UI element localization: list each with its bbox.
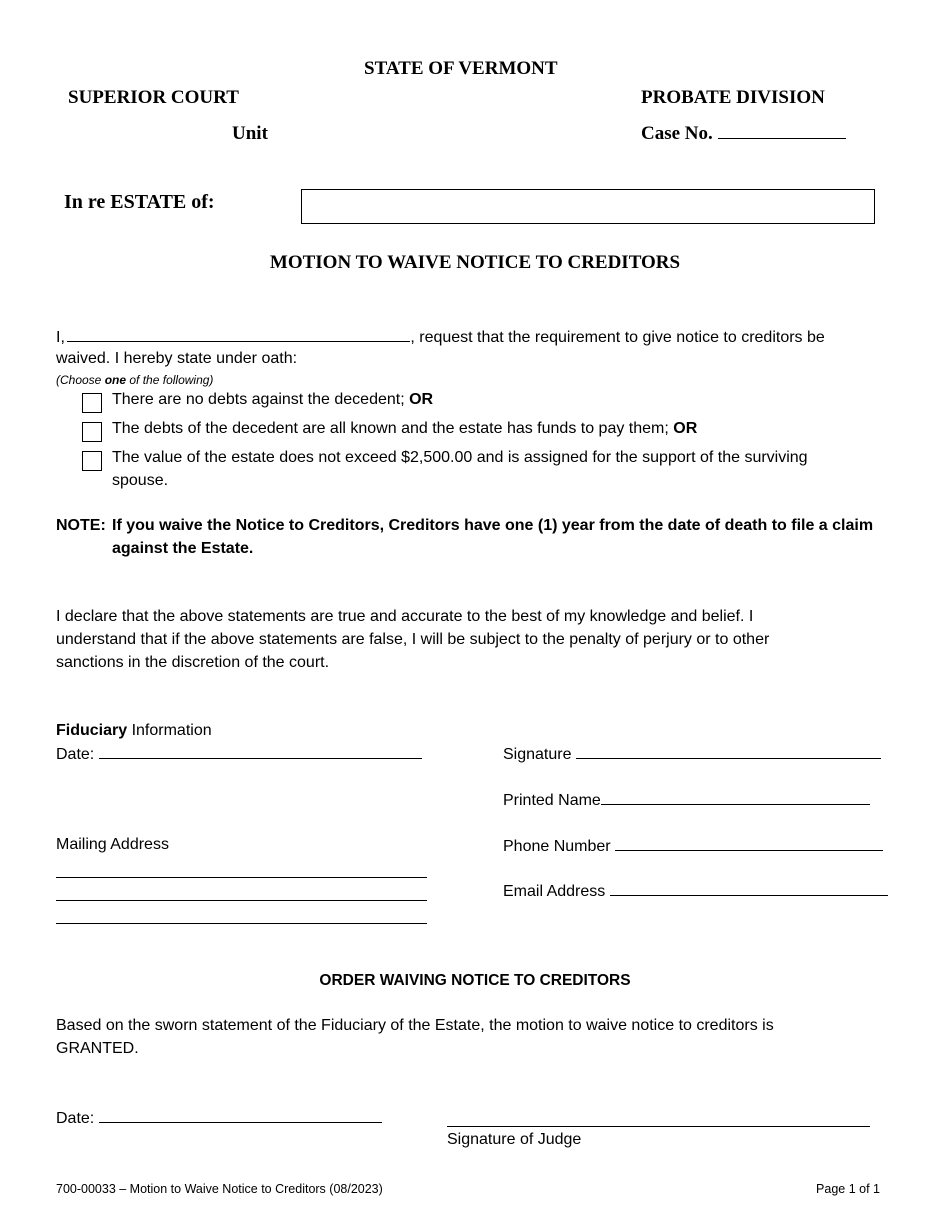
declaration-line-2: understand that if the above statements are false, I will be subject to the penalty of perjury or to other <box>56 631 770 648</box>
note-line-1: If you waive the Notice to Creditors, Creditors have one (1) year from the date of death to file a claim <box>112 517 874 534</box>
order-date <box>56 1108 382 1128</box>
printed-name <box>503 790 870 810</box>
case-number-label: Case No. <box>641 123 713 144</box>
state-heading: STATE OF VERMONT <box>364 58 558 79</box>
case-number-field[interactable] <box>718 124 846 139</box>
option-3-checkbox[interactable] <box>82 451 102 471</box>
email-address <box>503 881 888 901</box>
mailing-address-line-2[interactable] <box>56 885 427 901</box>
fiduciary-signature <box>503 744 881 764</box>
request-line-2: waived. I hereby state under oath: <box>56 350 298 367</box>
division-heading: PROBATE DIVISION <box>641 87 825 108</box>
printed-name-label: Printed Name <box>503 792 601 809</box>
request-line-1 <box>56 327 825 347</box>
phone-number-field[interactable] <box>615 836 883 851</box>
court-heading: SUPERIOR COURT <box>68 87 239 108</box>
fiduciary-signature-field[interactable] <box>576 744 881 759</box>
declaration-line-3: sanctions in the discretion of the court. <box>56 654 330 671</box>
judge-signature-line[interactable] <box>447 1111 870 1127</box>
email-address-field[interactable] <box>610 881 888 896</box>
estate-label: In re ESTATE of: <box>64 191 215 213</box>
request-text: , request that the requirement to give notice to creditors be <box>410 329 825 346</box>
page-number: Page 1 of 1 <box>816 1182 880 1196</box>
form-number: 700-00033 – Motion to Waive Notice to Creditors (08/2023) <box>56 1182 383 1196</box>
unit-label: Unit <box>232 123 268 144</box>
email-label: Email Address <box>503 883 606 900</box>
fiduciary-date <box>56 744 422 764</box>
requester-name-field[interactable] <box>67 327 410 342</box>
form-title: MOTION TO WAIVE NOTICE TO CREDITORS <box>269 252 681 273</box>
phone-number <box>503 836 883 856</box>
date-label: Date: <box>56 746 95 763</box>
estate-name-input[interactable] <box>301 189 875 224</box>
request-prefix: I, <box>56 329 65 346</box>
fiduciary-date-field[interactable] <box>99 744 422 759</box>
option-2-checkbox[interactable] <box>82 422 102 442</box>
printed-name-field[interactable] <box>601 790 870 805</box>
note-line-2: against the Estate. <box>112 540 254 557</box>
mailing-address-label: Mailing Address <box>56 836 169 853</box>
option-3-text-cont: spouse. <box>112 472 169 489</box>
order-date-field[interactable] <box>99 1108 382 1123</box>
mailing-address-line-3[interactable] <box>56 908 427 924</box>
option-1-text: There are no debts against the decedent; OR <box>112 391 434 408</box>
order-date-label: Date: <box>56 1110 95 1127</box>
note-label: NOTE: <box>56 517 106 534</box>
mailing-address-line-1[interactable] <box>56 862 427 878</box>
phone-label: Phone Number <box>503 838 611 855</box>
choose-instruction: (Choose one of the following) <box>56 373 214 387</box>
option-3-text: The value of the estate does not exceed $2,500.00 and is assigned for the support of the surviving <box>112 449 808 466</box>
judge-signature-label: Signature of Judge <box>447 1131 582 1148</box>
option-2-text: The debts of the decedent are all known and the estate has funds to pay them; OR <box>112 420 698 437</box>
order-line-1: Based on the sworn statement of the Fiduciary of the Estate, the motion to waive notice to creditors is <box>56 1017 774 1034</box>
case-number <box>641 123 846 145</box>
option-1-checkbox[interactable] <box>82 393 102 413</box>
order-line-2: GRANTED. <box>56 1040 139 1057</box>
signature-label: Signature <box>503 746 572 763</box>
fiduciary-heading: Fiduciary Information <box>56 722 212 739</box>
order-title: ORDER WAIVING NOTICE TO CREDITORS <box>319 972 631 989</box>
declaration-line-1: I declare that the above statements are true and accurate to the best of my knowledge and belief. I <box>56 608 754 625</box>
